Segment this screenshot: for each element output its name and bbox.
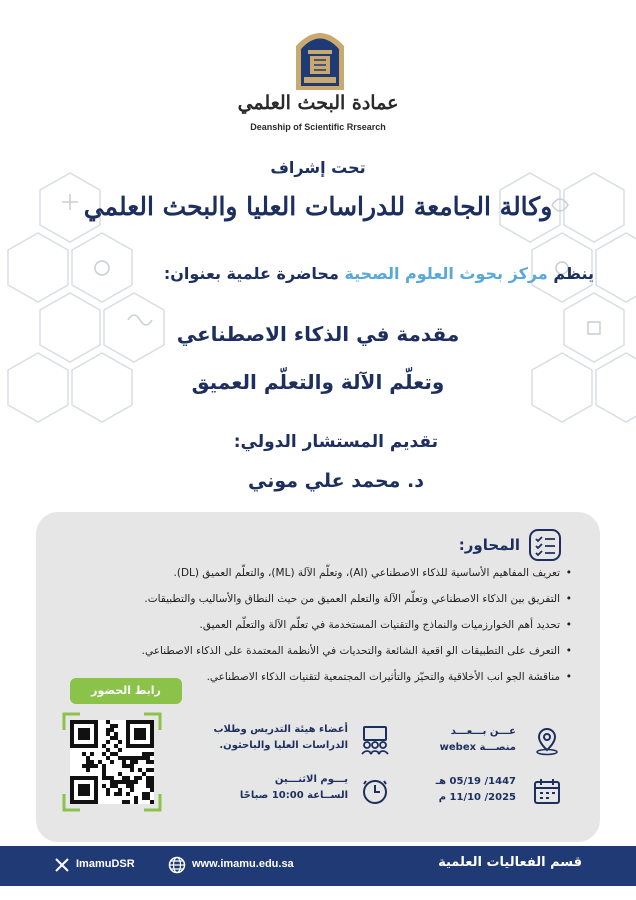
qr-module (134, 756, 138, 760)
audience-icon (358, 724, 392, 756)
qr-module (150, 752, 154, 756)
agency-name: وكالة الجامعة للدراسات العليا والبحث العلمي (83, 192, 553, 221)
qr-module (102, 752, 106, 756)
qr-module (122, 800, 126, 804)
qr-module (106, 740, 110, 744)
qr-module (146, 752, 150, 756)
qr-module (134, 800, 138, 804)
calendar-icon (532, 776, 562, 806)
qr-module (126, 756, 130, 760)
qr-module (90, 760, 94, 764)
qr-module (150, 784, 154, 788)
event-time (240, 772, 348, 804)
qr-module (106, 792, 110, 796)
clock-icon (360, 776, 390, 806)
deanship-english-title: Deanship of Scientific Rrsearch (250, 122, 386, 132)
globe-icon (168, 856, 186, 874)
qr-module (110, 724, 114, 728)
attendance-qr-code[interactable] (70, 720, 154, 804)
axes-item: • تحديد أهم الخوارزميات والنماذج والتقنيات المستخدمة في تعلّم الآلة والتعلّم العميق. (62, 617, 572, 643)
axes-list (62, 565, 572, 695)
audience-line1: أعضاء هيئة التدريس وطلاب (213, 724, 348, 735)
qr-module (130, 760, 134, 764)
qr-module (138, 776, 142, 780)
qr-module (82, 764, 86, 768)
qr-module (114, 784, 118, 788)
qr-module (126, 764, 130, 768)
qr-module (106, 728, 110, 732)
qr-module (110, 776, 114, 780)
qr-module (150, 800, 154, 804)
presenter-name: د. محمد علي موني (248, 470, 424, 492)
qr-module (94, 764, 98, 768)
qr-module (146, 768, 150, 772)
qr-module (150, 768, 154, 772)
axes-header (459, 528, 562, 562)
qr-module (138, 756, 142, 760)
qr-module (146, 792, 150, 796)
qr-module (106, 776, 110, 780)
qr-module (118, 748, 122, 752)
qr-module (86, 768, 90, 772)
qr-module (110, 728, 114, 732)
qr-module (134, 728, 146, 740)
qr-module (118, 780, 122, 784)
website-link[interactable]: www.imamu.edu.sa (192, 858, 294, 870)
qr-module (106, 748, 110, 752)
qr-module (126, 780, 130, 784)
qr-module (134, 780, 138, 784)
qr-module (110, 752, 114, 756)
qr-module (150, 780, 154, 784)
announcement-suffix: محاضرة علمية بعنوان: (163, 264, 339, 283)
qr-module (102, 784, 106, 788)
qr-module (130, 768, 134, 772)
audience-line2: الدراسات العليا والباحثون. (219, 740, 348, 751)
qr-module (142, 756, 146, 760)
supervision-label: تحت إشراف (270, 158, 366, 177)
qr-module (110, 760, 114, 764)
qr-module (106, 720, 110, 724)
qr-module (138, 768, 142, 772)
qr-module (126, 792, 130, 796)
lecture-title-line1: مقدمة في الذكاء الاصطناعي (176, 322, 460, 346)
axes-item: • التعرف على التطبيقات الو اقعية الشائعة والتحديات في الأنظمة المعتمدة على الذكاء الاصطناعي. (62, 643, 572, 669)
qr-module (106, 732, 110, 736)
qr-module (118, 756, 122, 760)
qr-module (134, 776, 138, 780)
qr-module (134, 760, 138, 764)
date-gregorian: 2025/ 11/10 م (438, 792, 516, 803)
qr-module (146, 784, 150, 788)
qr-module (86, 756, 90, 760)
qr-module (130, 764, 134, 768)
axes-title: المحاور: (458, 536, 520, 554)
axes-item: • تعريف المفاهيم الأساسية للذكاء الاصطناعي (AI)، وتعلّم الآلة (ML)، والتعلّم العميق (DL). (62, 565, 572, 591)
event-day: يـــوم الاثنـــين (274, 774, 348, 785)
qr-module (134, 796, 138, 800)
qr-module (102, 776, 106, 780)
qr-module (126, 784, 130, 788)
qr-module (102, 768, 106, 772)
qr-module (114, 724, 118, 728)
qr-module (122, 776, 126, 780)
university-logo (292, 20, 348, 92)
qr-module (122, 780, 126, 784)
qr-module (146, 756, 150, 760)
event-audience (213, 722, 348, 754)
qr-module (130, 788, 134, 792)
deanship-arabic-title: عمادة البحث العلمي (237, 92, 399, 114)
attendance-link-label: رابط الحضور (70, 678, 182, 704)
qr-module (142, 792, 146, 796)
presenter-label: تقديم المستشار الدولي: (233, 432, 438, 452)
event-mode (440, 724, 516, 756)
x-logo-icon (54, 857, 70, 873)
qr-module (114, 736, 118, 740)
qr-module (118, 772, 122, 776)
checklist-icon (528, 528, 562, 562)
location-icon (532, 726, 562, 756)
qr-module (146, 780, 150, 784)
axes-item: • التفريق بين الذكاء الاصطناعي وتعلّم الآلة والتعلم العميق من حيث النطاق والأساليب والتطبيقات. (62, 591, 572, 617)
qr-module (114, 752, 118, 756)
qr-module (122, 764, 126, 768)
announcement-line (34, 264, 594, 283)
qr-module (114, 744, 118, 748)
announcement-prefix: ينظم (553, 264, 594, 283)
qr-module (150, 776, 154, 780)
qr-module (150, 788, 154, 792)
qr-module (130, 756, 134, 760)
qr-module (118, 740, 122, 744)
center-name: مركز بحوث العلوم الصحية (344, 264, 548, 283)
qr-module (102, 744, 106, 748)
qr-module (146, 776, 150, 780)
qr-module (102, 764, 106, 768)
qr-module (130, 784, 134, 788)
qr-module (82, 752, 86, 756)
qr-module (142, 752, 146, 756)
qr-module (126, 776, 130, 780)
qr-module (142, 796, 146, 800)
department-name: قسم الفعاليات العلمية (438, 855, 582, 870)
qr-module (118, 792, 122, 796)
qr-module (114, 792, 118, 796)
qr-module (110, 736, 114, 740)
qr-module (150, 760, 154, 764)
qr-module (142, 772, 146, 776)
qr-module (110, 780, 114, 784)
qr-module (86, 764, 90, 768)
mode-line1: عـــن بـــعـــد (450, 726, 516, 737)
date-hijri: 1447/ 05/19 هـ (435, 776, 516, 787)
qr-module (98, 760, 102, 764)
qr-module (106, 788, 110, 792)
qr-module (78, 728, 90, 740)
qr-module (114, 732, 118, 736)
qr-module (130, 780, 134, 784)
qr-module (90, 764, 94, 768)
qr-module (102, 772, 106, 776)
qr-module (106, 756, 110, 760)
qr-module (110, 784, 114, 788)
qr-module (122, 756, 126, 760)
lecture-title-line2: وتعلّم الآلة والتعلّم العميق (191, 370, 445, 394)
qr-module (126, 800, 130, 804)
mode-line2: منصـــة webex (439, 742, 516, 753)
qr-module (114, 780, 118, 784)
event-hour: الســاعة 10:00 صباحًا (239, 790, 348, 801)
axes-item: • مناقشة الجو انب الأخلاقية والتحيّز والتأثيرات المجتمعية لتقنيات الذكاء الاصطناعي. (62, 669, 572, 695)
qr-module (146, 760, 150, 764)
qr-module (90, 752, 94, 756)
qr-module (146, 796, 150, 800)
qr-module (118, 788, 122, 792)
social-handle[interactable]: ImamuDSR (76, 858, 135, 870)
event-dates (436, 774, 516, 806)
qr-module (122, 760, 126, 764)
qr-module (78, 784, 90, 796)
qr-module (86, 760, 90, 764)
